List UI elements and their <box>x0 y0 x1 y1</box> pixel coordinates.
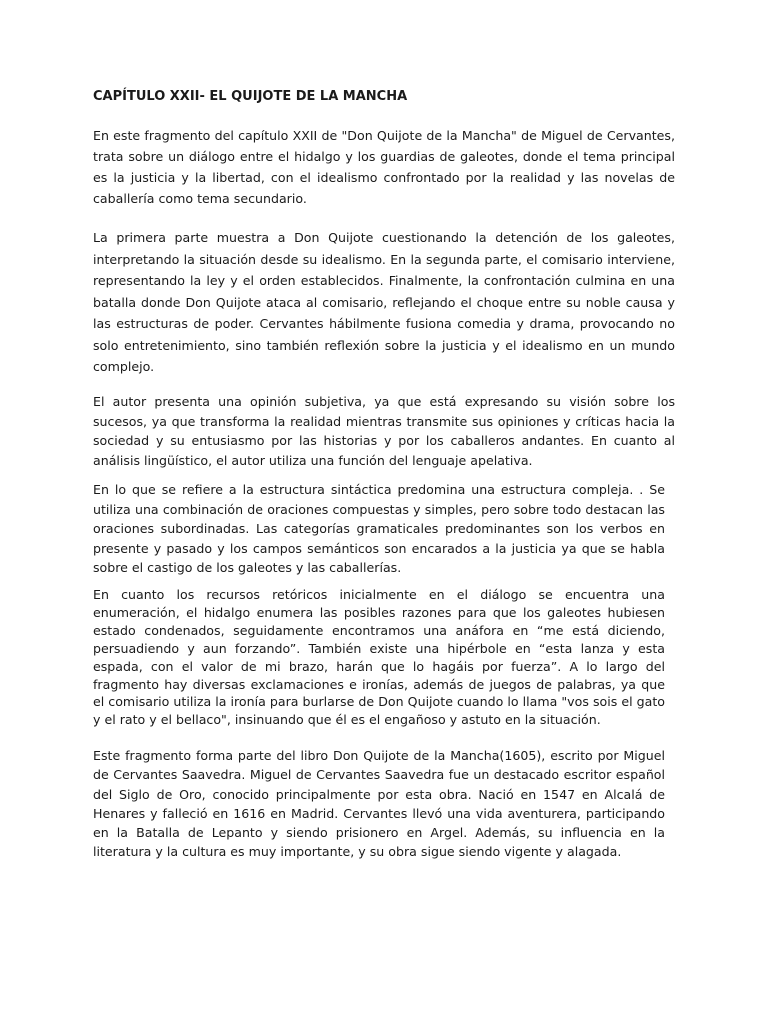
paragraph-intro: En este fragmento del capítulo XXII de "Don Quijote de la Mancha" de Miguel de Cervantes, trata sobre un diálogo entre el hidalgo y los guardias de galeotes, donde el tema principal es la justicia y la libertad, con el idealismo confrontado por la realidad y las novelas de caballería como tema secundario. <box>93 128 675 206</box>
paragraph-author-opinion: El autor presenta una opinión subjetiva, ya que está expresando su visión sobre los sucesos, ya que transforma la realidad mientras transmite sus opiniones y críticas hacia la sociedad y su entusiasmo por las historias y por los caballeros andantes. En cuanto al análisis lingüístico, el autor utiliza una función del lenguaje apelativa. <box>93 394 675 468</box>
document-title: CAPÍTULO XXII- EL QUIJOTE DE LA MANCHA <box>93 89 408 104</box>
paragraph-syntax: En lo que se refiere a la estructura sintáctica predomina una estructura compleja. . Se utiliza una combinación de oraciones compuestas y simples, pero sobre todo destacan las oraciones subordinadas. Las categorías gramaticales predominantes son los verbos en presente y pasado y los campos semánticos son encarados a la justicia ya que se habla sobre el castigo de los galeotes y las caballerías. <box>93 482 665 575</box>
paragraph-structure: La primera parte muestra a Don Quijote cuestionando la detención de los galeotes, interpretando la situación desde su idealismo. En la segunda parte, el comisario interviene, representando la ley y el orden establecidos. Finalmente, la confrontación culmina en una batalla donde Don Quijote ataca al comisario, reflejando el choque entre su noble causa y las estructuras de poder. Cervantes hábilmente fusiona comedia y drama, provocando no solo entretenimiento, sino también reflexión sobre la justicia y el idealismo en un mundo complejo. <box>93 230 675 374</box>
paragraph-rhetoric: En cuanto los recursos retóricos inicialmente en el diálogo se encuentra una enumeración, el hidalgo enumera las posibles razones para que los galeotes hubiesen estado condenados, seguidamente encontramos una anáfora en “me está diciendo, persuadiendo y aun forzando”. También existe una hipérbole en “esta lanza y esta espada, con el valor de mi brazo, harán que lo hagáis por fuerza”. A lo largo del fragmento hay diversas exclamaciones e ironías, además de juegos de palabras, ya que el comisario utiliza la ironía para burlarse de Don Quijote cuando lo llama "vos sois el gato y el rato y el bellaco", insinuando que él es el engañoso y astuto en la situación. <box>93 587 665 728</box>
paragraph-context: Este fragmento forma parte del libro Don Quijote de la Mancha(1605), escrito por Miguel de Cervantes Saavedra. Miguel de Cervantes Saavedra fue un destacado escritor español del Siglo de Oro, conocido principalmente por esta obra. Nació en 1547 en Alcalá de Henares y falleció en 1616 en Madrid. Cervantes llevó una vida aventurera, participando en la Batalla de Lepanto y siendo prisionero en Argel. Además, su influencia en la literatura y la cultura es muy importante, y su obra sigue siendo vigente y alagada. <box>93 748 665 860</box>
